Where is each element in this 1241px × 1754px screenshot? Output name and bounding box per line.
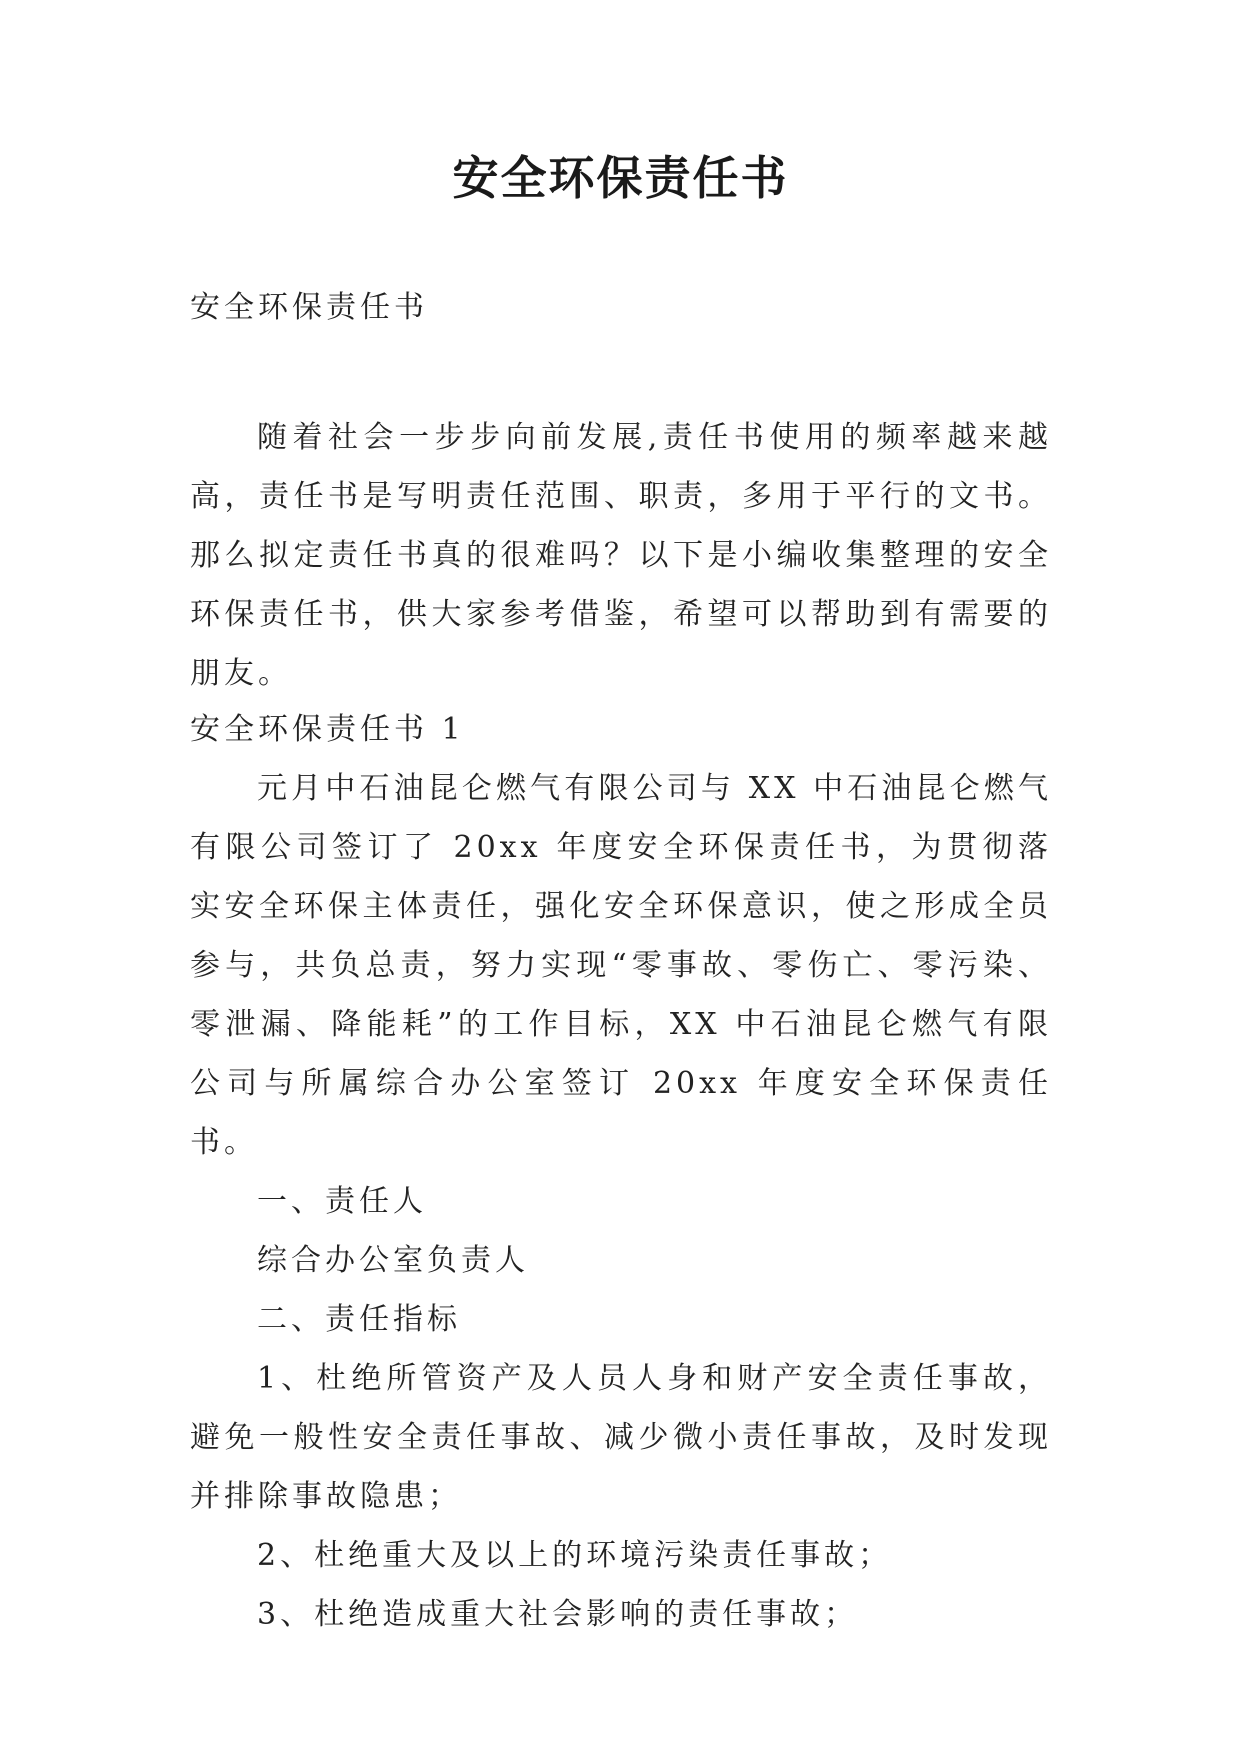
responsible-person-text: 综合办公室负责人 bbox=[257, 1243, 529, 1278]
section-paragraph: 元月中石油昆仑燃气有限公司与 XX 中石油昆仑燃气有限公司签订了 20xx 年度安全环保责任书，为贯彻落实安全环保主体责任，强化安全环保意识，使之形成全员参与，共负总责，努力实现“零事故、零伤亡、零污染、零泄漏、降能耗”的工作目标，XX 中石油昆仑燃气有限公司与所属综合办公室签订 20xx 年度安全环保责任书。 bbox=[190, 771, 1052, 1160]
indicator-item: 1、杜绝所管资产及人员人身和财产安全责任事故，避免一般性安全责任事故、减少微小责任事故，及时发现并排除事故隐患； bbox=[190, 1361, 1052, 1514]
responsibility-indicators-heading: 二、责任指标 bbox=[257, 1302, 461, 1337]
intro-paragraph: 随着社会一步步向前发展,责任书使用的频率越来越高，责任书是写明责任范围、职责，多用于平行的文书。那么拟定责任书真的很难吗？以下是小编收集整理的安全环保责任书，供大家参考借鉴，希望可以帮助到有需要的朋友。 bbox=[190, 420, 1052, 691]
section-1 bbox=[190, 700, 1052, 1644]
document-subtitle: 安全环保责任书 bbox=[190, 290, 428, 325]
document-title: 安全环保责任书 bbox=[452, 151, 789, 205]
responsible-person-heading: 一、责任人 bbox=[257, 1184, 427, 1219]
section-heading: 安全环保责任书 1 bbox=[190, 712, 465, 747]
indicator-item: 2、杜绝重大及以上的环境污染责任事故； bbox=[257, 1538, 893, 1573]
indicator-item: 3、杜绝造成重大社会影响的责任事故； bbox=[257, 1597, 859, 1632]
